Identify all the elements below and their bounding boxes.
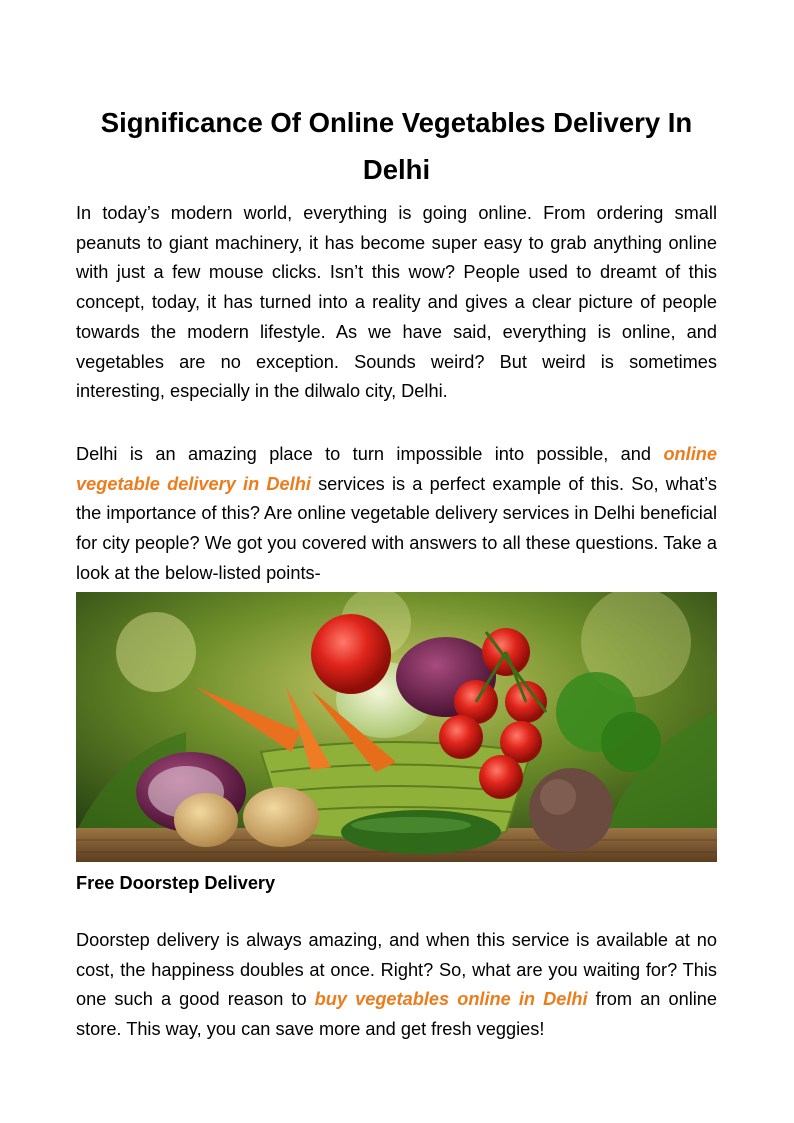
third-paragraph [76,926,717,1045]
intro-paragraph: In today’s modern world, everything is going online. From ordering small peanuts to giant machinery, it has become super easy to grab anything online with just a few mouse clicks. Isn’t this wow? People used to dreamt of this concept, today, it has turned into a reality and gives a clear picture of people towards the modern lifestyle. As we have said, everything is online, and vegetables are no exception. Sounds weird? But weird is sometimes interesting, especially in the dilwalo city, Delhi. [76,203,717,402]
vegetable-basket-image [76,592,717,862]
buy-vegetables-online-link[interactable]: buy vegetables online in Delhi [314,989,588,1010]
page-title: Significance Of Online Vegetables Delivery In Delhi [100,107,693,185]
paragraph-text: services is a perfect example of this. So, what’s the importance of this? Are online vegetable delivery services in Delhi beneficial for city people? We got you covered with answers to all these questions. Take a look at the below-listed points- [76,473,717,583]
second-paragraph [76,440,717,589]
online-vegetable-delivery-link[interactable]: online vegetable delivery in Delhi [76,444,717,494]
paragraph-text: from an online store. This way, you can save more and get fresh veggies! [76,989,717,1040]
paragraph-text: Doorstep delivery is always amazing, and when this service is available at no cost, the happiness doubles at once. Right? So, what are you waiting for? This one such a good reason to [76,930,717,1010]
paragraph-text: Delhi is an amazing place to turn impossible into possible, and [76,444,664,464]
section-heading-free-doorstep-delivery: Free Doorstep Delivery [76,873,276,893]
